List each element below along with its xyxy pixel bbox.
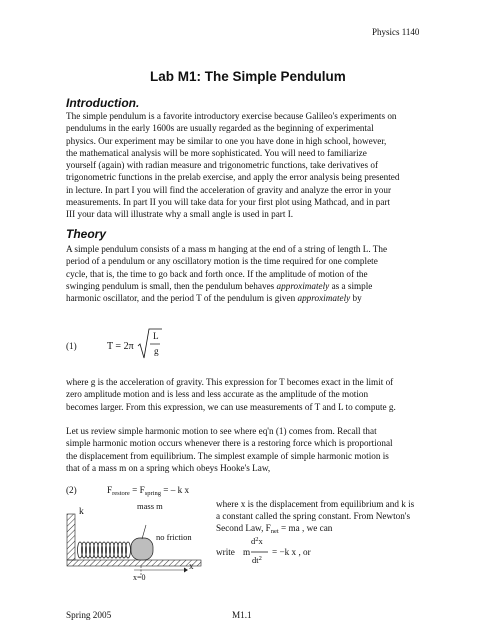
eq3-superscript: 2 [258, 555, 262, 562]
equation-1-denominator: g [154, 346, 159, 356]
footer-date: Spring 2005 [66, 610, 112, 620]
write-label: write [216, 547, 235, 557]
text-run: swinging pendulum is small, then the pendulum behaves [66, 280, 277, 291]
theory-line: cycle, that is, the time to go back and forth once. If the amplitude of motion of the [66, 268, 368, 279]
eq2-subscript: restore [112, 490, 130, 497]
eq2-subscript: spring [144, 490, 161, 497]
spring-constant-label: k [79, 507, 84, 517]
intro-line: physics. Our experiment may be similar to one you have done in high school, however, [66, 135, 387, 146]
eq3-term: x [258, 536, 263, 546]
text-run: as a simple [329, 280, 373, 291]
intro-line: yourself (again) with radian measure and trigonometric functions, take derivatives of [66, 160, 379, 171]
text-line: where x is the displacement from equilibrium and k is [216, 499, 415, 509]
equation-1-label: (1) [66, 341, 77, 351]
theory-line: period of a pendulum or any oscillatory motion is the time required for one complete [66, 256, 378, 267]
intro-heading: Introduction. [66, 96, 140, 110]
text-line: the displacement from equilibrium. The simplest example of simple harmonic motion is [66, 450, 389, 461]
theory-line [66, 280, 466, 292]
text-line [216, 522, 456, 536]
intro-line: The simple pendulum is a favorite introductory exercise because Galileo's experiments on [66, 111, 397, 121]
text-line: simple harmonic motion occurs whenever there is a restoring force which is proportional [66, 438, 393, 449]
page-title: Lab M1: The Simple Pendulum [150, 69, 346, 84]
eq3-term: d [251, 536, 256, 546]
mass-block [131, 538, 153, 560]
mass-label: mass m [137, 501, 163, 511]
text-line: a constant called the spring constant. From Newton's [216, 511, 411, 522]
equation-2-label: (2) [66, 485, 77, 495]
footer-page-number: M1.1 [232, 610, 252, 620]
equation-2 [107, 485, 189, 495]
intro-paragraph [66, 110, 466, 221]
wall [67, 514, 75, 560]
text-line: zero amplitude motion and is less and less accurate as the amplitude of the motion [66, 389, 369, 400]
intro-line: trigonometric functions in the prelab exercise, and apply the error analysis being presented [66, 172, 400, 183]
emphasis-text: approximately [297, 293, 351, 304]
intro-line: III your data will illustrate why a small angle is used in part I. [66, 209, 294, 220]
course-header: Physics 1140 [372, 27, 420, 37]
intro-line: the mathematical analysis will be more sophisticated. You will need to familiarize [66, 147, 367, 158]
text-line: becomes larger. From this expression, we can use measurements of T and L to compute g. [66, 401, 396, 412]
spring-mass-figure [66, 510, 206, 580]
subscript: net [270, 528, 279, 536]
text-line: Let us review simple harmonic motion to see where eq'n (1) comes from. Recall that [66, 426, 377, 436]
intro-line: pendulums in the early 1600s are usually regarded as the beginning of experimental [66, 123, 374, 134]
text-line: where g is the acceleration of gravity. This expression for T becomes exact in the limit of [66, 377, 394, 387]
no-friction-label: no friction [156, 532, 192, 542]
theory-line: A simple pendulum consists of a mass m hanging at the end of a string of length L. The [66, 244, 388, 254]
text-run: harmonic oscillator, and the period T of the pendulum is given [66, 293, 298, 304]
equation-3-m: m [243, 547, 251, 557]
eq2-term: = – k x [160, 485, 190, 495]
review-paragraph [66, 425, 476, 474]
equation-3-denominator [252, 555, 262, 565]
intro-line: in lecture. In part I you will find the acceleration of gravity and analyze the error in your [66, 184, 392, 195]
floor [67, 560, 201, 566]
emphasis-text: approximately [276, 280, 330, 291]
text-run: by [350, 293, 362, 304]
origin-label: x=0 [133, 573, 146, 582]
text-run: Second Law, F [216, 523, 271, 534]
x-axis-label: x [189, 561, 194, 571]
text-line: that of a mass m on a spring which obeys Hooke's Law, [66, 462, 271, 473]
eq2-term: = F [129, 485, 145, 495]
eq2-term: F [107, 485, 113, 495]
theory-heading: Theory [66, 227, 107, 241]
theory-paragraph [66, 243, 466, 304]
equation-1-radical [137, 327, 163, 361]
equation-1-numerator: L [153, 331, 159, 341]
equation-1-lhs: T = 2π [107, 341, 134, 352]
equation-3-fraction-bar [251, 551, 269, 553]
equation-3-rhs: = −k x , or [272, 547, 311, 557]
eq3-term: dt [252, 555, 259, 565]
after-eq1-paragraph [66, 376, 476, 413]
spring [78, 542, 131, 558]
theory-line [66, 292, 466, 304]
eq3-superscript: 2 [255, 536, 259, 543]
equation-3-numerator [251, 536, 263, 546]
text-run: = ma , we can [278, 523, 333, 534]
side-paragraph [216, 498, 456, 536]
intro-line: measurements. In part II you will take data for your first plot using Mathcad, and in part [66, 197, 391, 208]
